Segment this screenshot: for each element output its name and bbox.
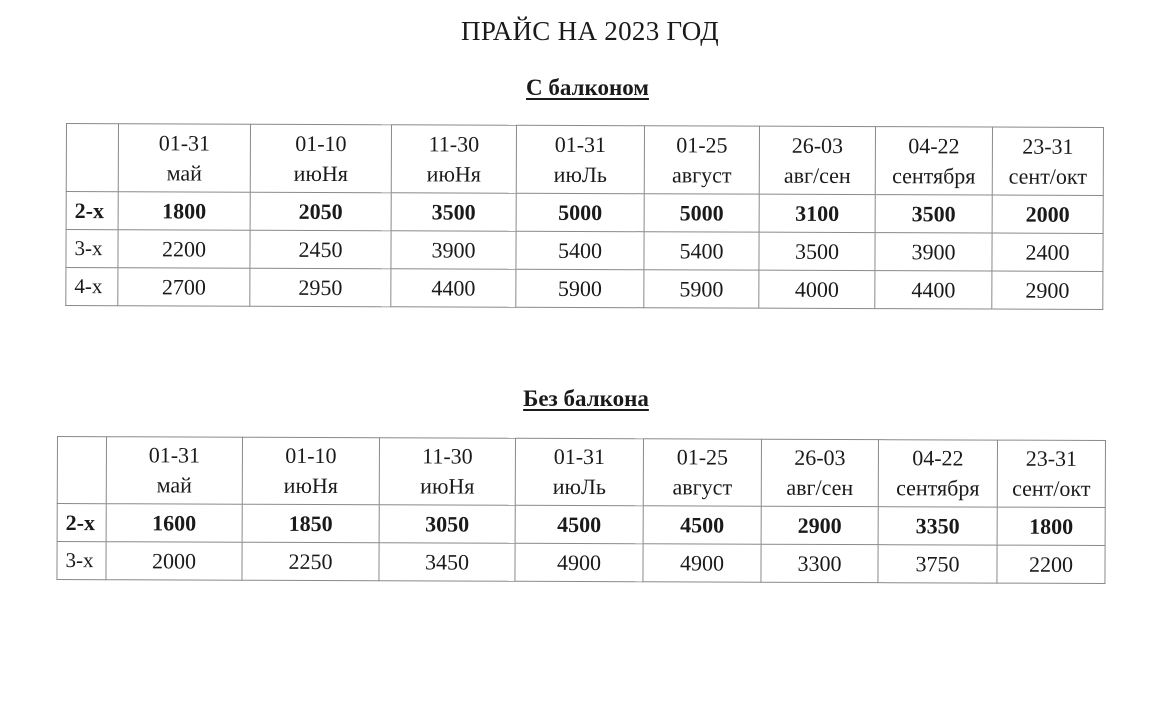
price-cell: 1800 (118, 192, 250, 231)
price-cell: 3500 (391, 193, 516, 231)
price-cell: 3100 (759, 194, 875, 232)
header-dates: 04-22 (912, 445, 964, 471)
price-cell: 2200 (118, 230, 250, 269)
header-cell (242, 437, 379, 505)
table-header-row (57, 437, 1105, 508)
price-cell: 5900 (644, 270, 759, 308)
row-label: 2-х (57, 504, 106, 542)
document-title: ПРАЙС НА 2023 ГОД (461, 16, 719, 46)
header-cell (761, 439, 878, 506)
header-cell (379, 438, 515, 506)
table-row (66, 192, 1103, 234)
header-period: авг/сен (783, 162, 851, 188)
header-cell (878, 440, 997, 507)
header-period: сент/окт (1008, 163, 1088, 189)
price-cell: 4900 (643, 544, 761, 582)
price-cell: 5000 (644, 194, 759, 232)
header-period: август (671, 161, 732, 188)
header-cell (643, 439, 761, 506)
price-cell: 4500 (515, 505, 643, 543)
header-period: июНя (283, 472, 338, 499)
header-cell (644, 126, 759, 194)
price-cell: 5000 (516, 193, 644, 231)
row-label: 3-х (57, 542, 106, 580)
header-cell (250, 124, 391, 193)
row-label: 2-х (66, 192, 118, 230)
price-cell: 5900 (516, 269, 644, 307)
header-dates: 26-03 (791, 132, 844, 158)
price-cell: 3350 (878, 507, 997, 545)
header-corner-cell (66, 124, 118, 192)
header-period: июНя (293, 160, 348, 186)
header-cell (997, 440, 1105, 507)
header-dates: 01-31 (554, 131, 607, 157)
section-title-with-balcony: С балконом (526, 75, 649, 100)
header-cell (118, 124, 250, 193)
price-cell: 2000 (992, 195, 1103, 233)
price-cell: 5400 (644, 232, 759, 270)
price-cell: 3450 (379, 543, 515, 582)
table-row (57, 542, 1105, 584)
header-period: июЛь (552, 473, 606, 500)
header-period: июЛь (553, 161, 607, 187)
header-period: август (672, 474, 733, 500)
header-cell (759, 126, 875, 194)
price-cell: 4900 (515, 543, 643, 581)
price-cell: 1850 (242, 504, 379, 543)
price-cell: 3500 (759, 232, 875, 270)
price-cell: 1600 (106, 504, 242, 543)
price-cell: 1800 (997, 507, 1105, 545)
price-cell: 4500 (643, 506, 761, 544)
price-cell: 2400 (992, 233, 1103, 271)
price-cell: 2900 (992, 271, 1103, 309)
header-dates: 01-10 (285, 442, 337, 469)
header-dates: 23-31 (1025, 445, 1078, 471)
header-dates: 23-31 (1022, 133, 1074, 159)
header-period: май (166, 159, 203, 186)
price-cell: 3750 (878, 545, 997, 583)
header-dates: 01-25 (676, 444, 729, 470)
price-table-with-balcony (65, 123, 1104, 310)
header-dates: 11-30 (428, 130, 480, 157)
table-header-row (66, 124, 1103, 196)
row-label: 3-х (66, 230, 118, 268)
price-table-without-balcony (56, 436, 1106, 584)
header-dates: 11-30 (422, 443, 473, 469)
header-dates: 04-22 (908, 132, 960, 158)
price-cell: 2900 (761, 506, 878, 544)
header-period: май (156, 472, 193, 498)
header-period: июНя (426, 160, 481, 187)
price-cell: 3900 (391, 231, 516, 269)
section-title-without-balcony: Без балкона (523, 386, 649, 411)
header-dates: 01-31 (148, 442, 201, 468)
price-cell: 4000 (759, 270, 875, 308)
table-row (66, 230, 1103, 272)
table-row (66, 268, 1103, 310)
price-cell: 2700 (118, 268, 250, 307)
price-cell: 5400 (516, 231, 644, 269)
header-cell (992, 127, 1103, 195)
price-cell: 3900 (875, 233, 992, 271)
header-period: авг/сен (786, 474, 854, 501)
header-dates: 26-03 (794, 444, 846, 471)
price-cell: 3050 (379, 505, 515, 544)
header-cell (391, 125, 516, 193)
header-dates: 01-25 (676, 131, 728, 158)
price-cell: 2200 (997, 545, 1105, 583)
header-cell (515, 438, 643, 505)
header-cell (106, 437, 242, 505)
header-dates: 01-10 (295, 130, 347, 156)
price-cell: 4400 (875, 271, 992, 309)
header-period: сентября (896, 475, 980, 501)
header-period: июНя (420, 473, 475, 499)
price-cell: 3500 (875, 195, 992, 233)
price-cell: 2950 (250, 268, 391, 307)
header-dates: 01-31 (553, 443, 606, 470)
header-cell (875, 127, 992, 195)
price-cell: 2000 (106, 542, 242, 581)
row-label: 4-х (66, 268, 118, 306)
price-cell: 2250 (242, 542, 379, 581)
header-corner-cell (57, 437, 106, 504)
header-dates: 01-31 (158, 129, 211, 156)
price-cell: 4400 (391, 269, 516, 307)
header-cell (516, 125, 644, 193)
price-cell: 2050 (250, 192, 391, 231)
price-cell: 3300 (761, 544, 878, 582)
header-period: сентября (892, 162, 976, 188)
header-period: сент/окт (1012, 475, 1091, 501)
table-row (57, 504, 1105, 546)
price-cell: 2450 (250, 230, 391, 269)
